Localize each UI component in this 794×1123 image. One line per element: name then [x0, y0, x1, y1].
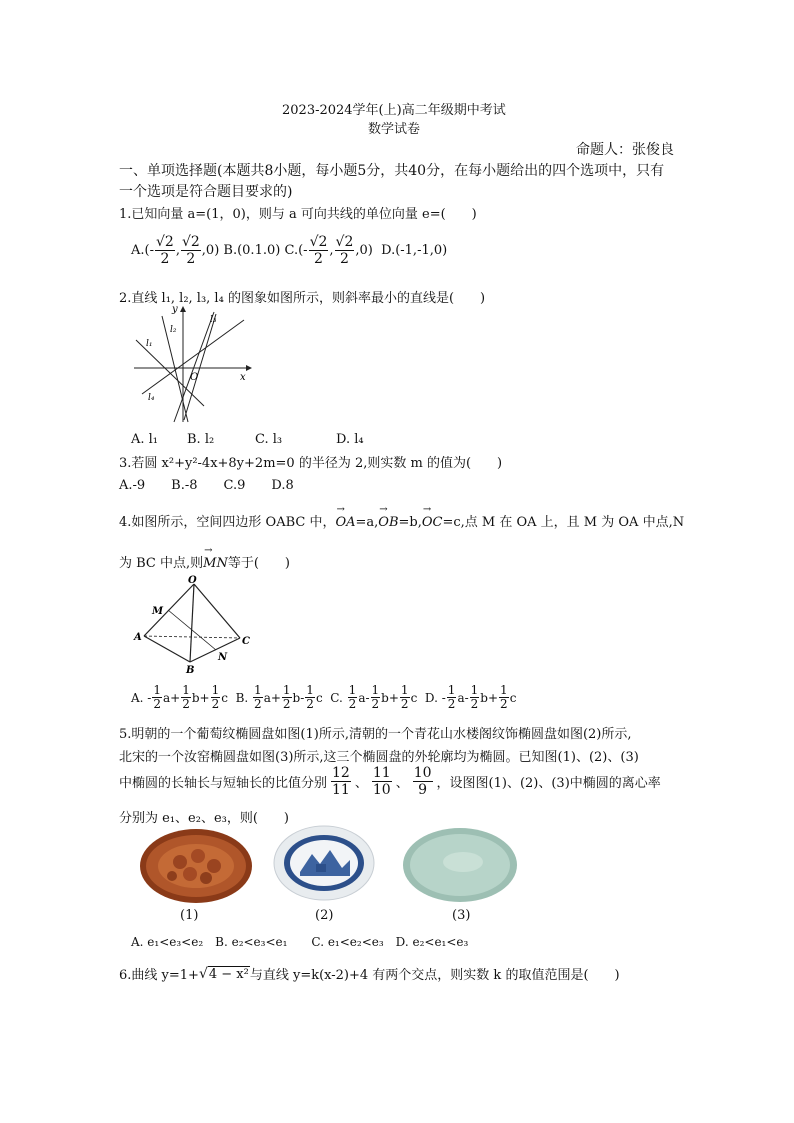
exam-title: 2023-2024学年(上)高二年级期中考试: [282, 103, 506, 118]
q4-stem-line2: [119, 552, 290, 571]
q5-options: A. e₁<e₃<e₂ B. e₂<e₃<e₁ C. e₁<e₂<e₃ D. e₂<e₁<e₃: [131, 935, 469, 949]
q5-line3-suffix: ，设图图(1)、(2)、(3)中椭圆的离心率: [436, 776, 661, 791]
q1-option-b: B.(0.1.0): [223, 243, 281, 258]
q2-l2-label: l₂: [170, 325, 177, 335]
q3-stem: 3.若圆 x²+y²-4x+8y+2m=0 的半径为 2,则实数 m 的值为( ): [119, 456, 503, 471]
q4-label-o: O: [188, 575, 197, 586]
section-heading-2: 一个选项是符合题目要求的): [119, 184, 293, 200]
q4-stem-part4: =c,点 M 在 OA 上，且 M 为 OA 中点,N: [442, 515, 685, 530]
q4-vec-oa: → OA: [335, 515, 355, 530]
plate-image-3: [401, 826, 519, 904]
q4-stem-line1: [119, 511, 684, 530]
q4-label-c: C: [242, 636, 250, 647]
q6-radicand: 4 − x²: [208, 966, 249, 982]
q4-vec-oc: → OC: [422, 515, 443, 530]
q5-line1: 5.明朝的一个葡萄纹椭圆盘如图(1)所示,清朝的一个青花山水楼阁纹饰椭圆盘如图(2)所示,: [119, 727, 632, 742]
q2-y-label: y: [172, 304, 178, 315]
q4-label-a: A: [134, 632, 142, 643]
q4-line2-suffix: 等于( ): [227, 556, 290, 571]
q6-prefix: 6.曲线 y=1+: [119, 968, 199, 983]
q4-stem-part2: =a,: [355, 515, 379, 530]
q4-vec-ob: → OB: [378, 515, 398, 530]
q3-options: A.-9 B.-8 C.9 D.8: [119, 478, 294, 493]
q4-label-b: B: [186, 665, 195, 674]
q5-line3-prefix: 中椭圆的长轴长与短轴长的比值分别: [119, 776, 328, 791]
q2-origin-label: O: [190, 372, 199, 383]
q6-stem: 6.曲线 y=1+ √ 4 − x² 与直线 y=k(x-2)+4 有两个交点，则实数 k 的取值范围是( ): [119, 965, 620, 983]
q2-option-b: B. l₂: [187, 432, 215, 447]
plate-caption-1: (1): [180, 908, 199, 923]
q4-label-n: N: [218, 652, 228, 663]
q5-line3: 中椭圆的长轴长与短轴长的比值分别 $\frac{12}{11}$ 、 $\frac{11}{10}$ 、 $\frac{10}{9}$ ，设图图(1)、(2)、(3)中椭圆的离心率: [119, 765, 661, 798]
q2-l1-label: l₁: [146, 339, 153, 349]
q5-line2: 北宋的一个汝窑椭圆盘如图(3)所示,这三个椭圆盘的外轮廓均为椭圆。已知图(1)、(2)、(3): [119, 750, 639, 765]
author-line: 命题人：张俊良: [576, 142, 674, 158]
q4-stem-part1: 4.如图所示，空间四边形 OABC 中，: [119, 515, 336, 530]
q2-x-label: x: [240, 372, 246, 383]
q6-suffix: 与直线 y=k(x-2)+4 有两个交点，则实数 k 的取值范围是( ): [249, 968, 620, 983]
q2-stem: 2.直线 l₁, l₂, l₃, l₄ 的图象如图所示，则斜率最小的直线是( ): [119, 291, 486, 306]
q2-l3-label: l₃: [210, 315, 217, 325]
q2-option-a: A. l₁: [131, 432, 159, 447]
q2-option-d: D. l₄: [336, 432, 364, 447]
q4-label-m: M: [152, 606, 164, 617]
plate-caption-2: (2): [315, 908, 334, 923]
q5-line4: 分别为 e₁、e₂、e₃，则( ): [119, 811, 289, 826]
q1-option-d: D.(-1,-1,0): [381, 243, 448, 258]
q1-stem: 1.已知向量 a=(1，0)，则与 a 可向共线的单位向量 e=( ): [119, 207, 477, 222]
q4-stem-part3: =b,: [398, 515, 422, 530]
q4-vec-mn: → MN: [203, 556, 228, 571]
q1-option-a-prefix: A.(-: [131, 243, 154, 258]
q4-options: A. - $\frac{1}{2}$ a+ $\frac{1}{2}$ b+ $\frac{1}{2}$ c B. $\frac{1}{2}$ a+ $\frac{1}{2}$ b- $\frac{1}{2}$ c C. $\frac{1}{2}$ a- $\frac{1}{2}$ b+ $\frac{1}{2}$ c D. - $\frac{1}{2}$ a- $\frac{1}{2}$ b+ $\frac{1}{2}$ c: [131, 683, 517, 711]
plate-image-2: [272, 824, 376, 902]
q4-tetrahedron-figure: [132, 574, 262, 674]
q4-line2-prefix: 为 BC 中点,则: [119, 556, 204, 571]
q1-option-c-prefix: C.(-: [284, 243, 308, 258]
plate-image-1: [136, 826, 256, 906]
q1-options: A.(- $\frac{√2}{2}$ , $\frac{√2}{2}$ ,0) B.(0.1.0) C.(- $\frac{√2}{2}$ , $\frac{√2}{2}$ ,0) D.(-1,-1,0): [131, 234, 448, 267]
q2-lines-figure: [128, 302, 254, 426]
q2-l4-label: l₄: [148, 393, 155, 403]
exam-subtitle: 数学试卷: [368, 122, 421, 137]
section-heading-1: 一、单项选择题(本题共8小题，每小题5分，共40分，在每小题给出的四个选项中，只有: [119, 163, 665, 179]
plate-caption-3: (3): [452, 908, 471, 923]
q2-option-c: C. l₃: [255, 432, 283, 447]
